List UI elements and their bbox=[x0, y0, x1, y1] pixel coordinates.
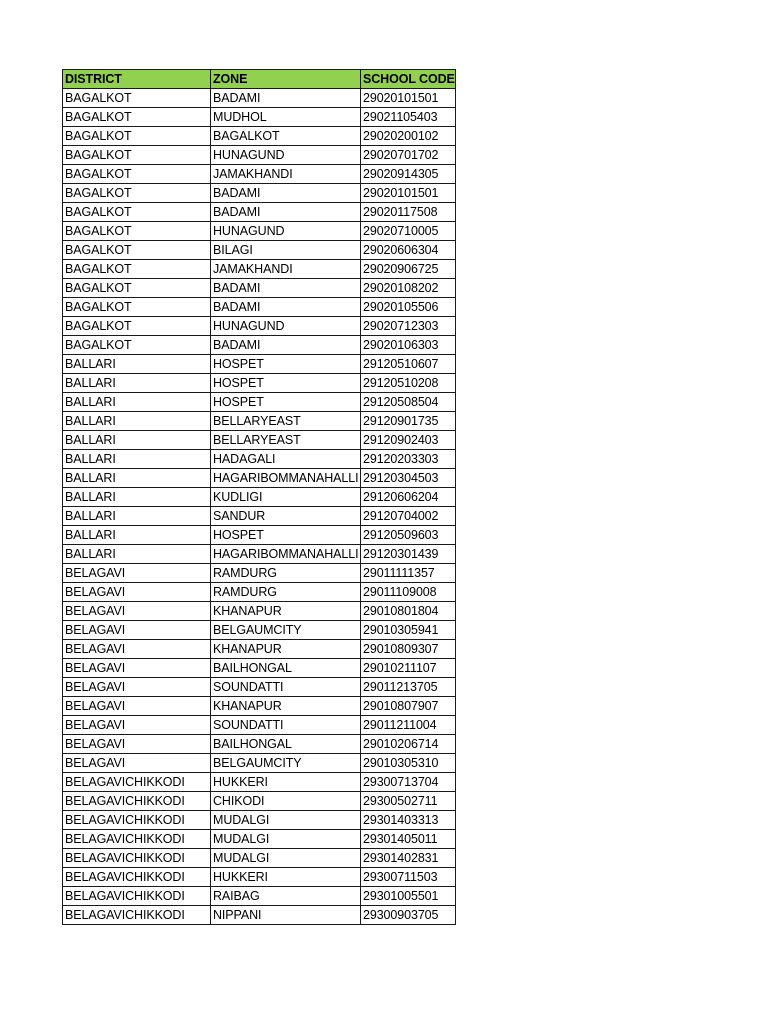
table-row bbox=[63, 621, 456, 640]
school-code-cell: 29020710005 bbox=[361, 222, 456, 241]
table-row bbox=[63, 203, 456, 222]
district-cell: BAGALKOT bbox=[63, 222, 211, 241]
school-code-cell: 29011109008 bbox=[361, 583, 456, 602]
table-row bbox=[63, 887, 456, 906]
school-code-cell: 29010809307 bbox=[361, 640, 456, 659]
zone-cell: RAIBAG bbox=[211, 887, 361, 906]
table-row bbox=[63, 298, 456, 317]
school-code-cell: 29120510607 bbox=[361, 355, 456, 374]
table-row bbox=[63, 507, 456, 526]
table-row bbox=[63, 754, 456, 773]
district-cell: BALLARI bbox=[63, 488, 211, 507]
district-cell: BELAGAVICHIKKODI bbox=[63, 773, 211, 792]
table-row bbox=[63, 317, 456, 336]
table-row bbox=[63, 488, 456, 507]
district-cell: BAGALKOT bbox=[63, 184, 211, 203]
district-cell: BELAGAVICHIKKODI bbox=[63, 811, 211, 830]
school-code-cell: 29010807907 bbox=[361, 697, 456, 716]
zone-cell: BADAMI bbox=[211, 336, 361, 355]
zone-cell: BELGAUMCITY bbox=[211, 754, 361, 773]
zone-cell: SOUNDATTI bbox=[211, 716, 361, 735]
district-cell: BALLARI bbox=[63, 469, 211, 488]
school-code-cell: 29021105403 bbox=[361, 108, 456, 127]
district-cell: BELAGAVI bbox=[63, 621, 211, 640]
district-cell: BAGALKOT bbox=[63, 336, 211, 355]
school-code-cell: 29120901735 bbox=[361, 412, 456, 431]
table-row bbox=[63, 469, 456, 488]
district-cell: BELAGAVICHIKKODI bbox=[63, 906, 211, 925]
zone-cell: BELLARYEAST bbox=[211, 412, 361, 431]
district-cell: BALLARI bbox=[63, 545, 211, 564]
zone-cell: KHANAPUR bbox=[211, 602, 361, 621]
district-cell: BALLARI bbox=[63, 450, 211, 469]
zone-cell: MUDHOL bbox=[211, 108, 361, 127]
table-row bbox=[63, 716, 456, 735]
zone-cell: MUDALGI bbox=[211, 849, 361, 868]
table-row bbox=[63, 146, 456, 165]
school-code-cell: 29011111357 bbox=[361, 564, 456, 583]
zone-cell: BELLARYEAST bbox=[211, 431, 361, 450]
school-code-cell: 29301402831 bbox=[361, 849, 456, 868]
zone-cell: HUNAGUND bbox=[211, 222, 361, 241]
table-row bbox=[63, 811, 456, 830]
zone-cell: BADAMI bbox=[211, 279, 361, 298]
district-cell: BELAGAVI bbox=[63, 583, 211, 602]
zone-cell: JAMAKHANDI bbox=[211, 165, 361, 184]
column-header-zone: ZONE bbox=[211, 70, 361, 89]
school-code-cell: 29020117508 bbox=[361, 203, 456, 222]
district-cell: BELAGAVICHIKKODI bbox=[63, 887, 211, 906]
zone-cell: KHANAPUR bbox=[211, 697, 361, 716]
zone-cell: RAMDURG bbox=[211, 564, 361, 583]
zone-cell: KHANAPUR bbox=[211, 640, 361, 659]
zone-cell: BADAMI bbox=[211, 184, 361, 203]
table-row bbox=[63, 564, 456, 583]
table-row bbox=[63, 450, 456, 469]
zone-cell: BELGAUMCITY bbox=[211, 621, 361, 640]
school-code-cell: 29120304503 bbox=[361, 469, 456, 488]
zone-cell: HAGARIBOMMANAHALLI bbox=[211, 545, 361, 564]
table-row bbox=[63, 355, 456, 374]
table-row bbox=[63, 735, 456, 754]
district-cell: BAGALKOT bbox=[63, 203, 211, 222]
zone-cell: SANDUR bbox=[211, 507, 361, 526]
school-code-cell: 29301405011 bbox=[361, 830, 456, 849]
district-cell: BALLARI bbox=[63, 507, 211, 526]
district-cell: BELAGAVI bbox=[63, 697, 211, 716]
table-row bbox=[63, 89, 456, 108]
zone-cell: BADAMI bbox=[211, 298, 361, 317]
school-code-cell: 29020200102 bbox=[361, 127, 456, 146]
table-row bbox=[63, 602, 456, 621]
column-header-district: DISTRICT bbox=[63, 70, 211, 89]
school-code-cell: 29020606304 bbox=[361, 241, 456, 260]
zone-cell: RAMDURG bbox=[211, 583, 361, 602]
district-cell: BAGALKOT bbox=[63, 127, 211, 146]
school-code-cell: 29300903705 bbox=[361, 906, 456, 925]
district-cell: BELAGAVICHIKKODI bbox=[63, 849, 211, 868]
school-code-cell: 29120704002 bbox=[361, 507, 456, 526]
zone-cell: HADAGALI bbox=[211, 450, 361, 469]
table-row bbox=[63, 583, 456, 602]
district-cell: BAGALKOT bbox=[63, 279, 211, 298]
table-row bbox=[63, 868, 456, 887]
school-code-cell: 29301403313 bbox=[361, 811, 456, 830]
zone-cell: CHIKODI bbox=[211, 792, 361, 811]
zone-cell: JAMAKHANDI bbox=[211, 260, 361, 279]
district-cell: BELAGAVICHIKKODI bbox=[63, 868, 211, 887]
table-row bbox=[63, 127, 456, 146]
table-row bbox=[63, 640, 456, 659]
zone-cell: BILAGI bbox=[211, 241, 361, 260]
table-row bbox=[63, 165, 456, 184]
table-row bbox=[63, 431, 456, 450]
district-cell: BAGALKOT bbox=[63, 89, 211, 108]
district-cell: BELAGAVICHIKKODI bbox=[63, 830, 211, 849]
table-row bbox=[63, 279, 456, 298]
district-cell: BAGALKOT bbox=[63, 298, 211, 317]
table-row bbox=[63, 412, 456, 431]
table-row bbox=[63, 906, 456, 925]
zone-cell: BAGALKOT bbox=[211, 127, 361, 146]
school-code-table bbox=[62, 69, 456, 925]
district-cell: BAGALKOT bbox=[63, 165, 211, 184]
table-row bbox=[63, 792, 456, 811]
zone-cell: KUDLIGI bbox=[211, 488, 361, 507]
district-cell: BAGALKOT bbox=[63, 146, 211, 165]
column-header-school-code: SCHOOL CODE bbox=[361, 70, 456, 89]
school-code-cell: 29011213705 bbox=[361, 678, 456, 697]
school-code-cell: 29010305310 bbox=[361, 754, 456, 773]
school-code-cell: 29120508504 bbox=[361, 393, 456, 412]
table-row bbox=[63, 374, 456, 393]
school-code-cell: 29120203303 bbox=[361, 450, 456, 469]
table-row bbox=[63, 849, 456, 868]
zone-cell: MUDALGI bbox=[211, 811, 361, 830]
school-code-cell: 29020906725 bbox=[361, 260, 456, 279]
school-code-cell: 29120301439 bbox=[361, 545, 456, 564]
table-body bbox=[63, 89, 456, 925]
school-code-cell: 29300711503 bbox=[361, 868, 456, 887]
table-row bbox=[63, 260, 456, 279]
district-cell: BELAGAVI bbox=[63, 564, 211, 583]
school-code-cell: 29120509603 bbox=[361, 526, 456, 545]
district-cell: BALLARI bbox=[63, 526, 211, 545]
school-code-cell: 29010305941 bbox=[361, 621, 456, 640]
school-code-cell: 29010206714 bbox=[361, 735, 456, 754]
school-code-cell: 29020914305 bbox=[361, 165, 456, 184]
school-code-cell: 29300502711 bbox=[361, 792, 456, 811]
zone-cell: BADAMI bbox=[211, 89, 361, 108]
table-row bbox=[63, 393, 456, 412]
school-code-cell: 29120902403 bbox=[361, 431, 456, 450]
zone-cell: HOSPET bbox=[211, 393, 361, 412]
district-cell: BALLARI bbox=[63, 431, 211, 450]
school-code-cell: 29301005501 bbox=[361, 887, 456, 906]
zone-cell: HUNAGUND bbox=[211, 317, 361, 336]
district-cell: BELAGAVI bbox=[63, 659, 211, 678]
zone-cell: BADAMI bbox=[211, 203, 361, 222]
table-row bbox=[63, 184, 456, 203]
district-cell: BAGALKOT bbox=[63, 260, 211, 279]
district-cell: BAGALKOT bbox=[63, 241, 211, 260]
school-code-cell: 29020101501 bbox=[361, 89, 456, 108]
zone-cell: NIPPANI bbox=[211, 906, 361, 925]
district-cell: BELAGAVI bbox=[63, 602, 211, 621]
school-code-cell: 29300713704 bbox=[361, 773, 456, 792]
table-row bbox=[63, 336, 456, 355]
school-code-cell: 29020108202 bbox=[361, 279, 456, 298]
zone-cell: HAGARIBOMMANAHALLI bbox=[211, 469, 361, 488]
district-cell: BELAGAVICHIKKODI bbox=[63, 792, 211, 811]
district-cell: BELAGAVI bbox=[63, 640, 211, 659]
table-row bbox=[63, 108, 456, 127]
table-header bbox=[63, 70, 456, 89]
zone-cell: HOSPET bbox=[211, 374, 361, 393]
zone-cell: BAILHONGAL bbox=[211, 659, 361, 678]
school-code-cell: 29020101501 bbox=[361, 184, 456, 203]
table-row bbox=[63, 526, 456, 545]
zone-cell: HUKKERI bbox=[211, 773, 361, 792]
district-cell: BALLARI bbox=[63, 374, 211, 393]
district-cell: BALLARI bbox=[63, 412, 211, 431]
school-code-cell: 29020105506 bbox=[361, 298, 456, 317]
school-code-cell: 29020701702 bbox=[361, 146, 456, 165]
district-cell: BELAGAVI bbox=[63, 716, 211, 735]
table-row bbox=[63, 545, 456, 564]
district-cell: BALLARI bbox=[63, 393, 211, 412]
header-row bbox=[63, 70, 456, 89]
table-row bbox=[63, 678, 456, 697]
zone-cell: HUKKERI bbox=[211, 868, 361, 887]
school-code-cell: 29010211107 bbox=[361, 659, 456, 678]
school-code-cell: 29120606204 bbox=[361, 488, 456, 507]
table-row bbox=[63, 697, 456, 716]
school-code-cell: 29120510208 bbox=[361, 374, 456, 393]
district-cell: BALLARI bbox=[63, 355, 211, 374]
zone-cell: MUDALGI bbox=[211, 830, 361, 849]
table-row bbox=[63, 773, 456, 792]
district-cell: BELAGAVI bbox=[63, 735, 211, 754]
zone-cell: HUNAGUND bbox=[211, 146, 361, 165]
zone-cell: SOUNDATTI bbox=[211, 678, 361, 697]
district-cell: BELAGAVI bbox=[63, 754, 211, 773]
table-row bbox=[63, 659, 456, 678]
table-row bbox=[63, 241, 456, 260]
school-code-cell: 29011211004 bbox=[361, 716, 456, 735]
zone-cell: HOSPET bbox=[211, 526, 361, 545]
district-cell: BAGALKOT bbox=[63, 108, 211, 127]
school-code-cell: 29020106303 bbox=[361, 336, 456, 355]
table-row bbox=[63, 830, 456, 849]
table-row bbox=[63, 222, 456, 241]
district-cell: BAGALKOT bbox=[63, 317, 211, 336]
zone-cell: BAILHONGAL bbox=[211, 735, 361, 754]
zone-cell: HOSPET bbox=[211, 355, 361, 374]
school-code-cell: 29010801804 bbox=[361, 602, 456, 621]
school-code-cell: 29020712303 bbox=[361, 317, 456, 336]
district-cell: BELAGAVI bbox=[63, 678, 211, 697]
